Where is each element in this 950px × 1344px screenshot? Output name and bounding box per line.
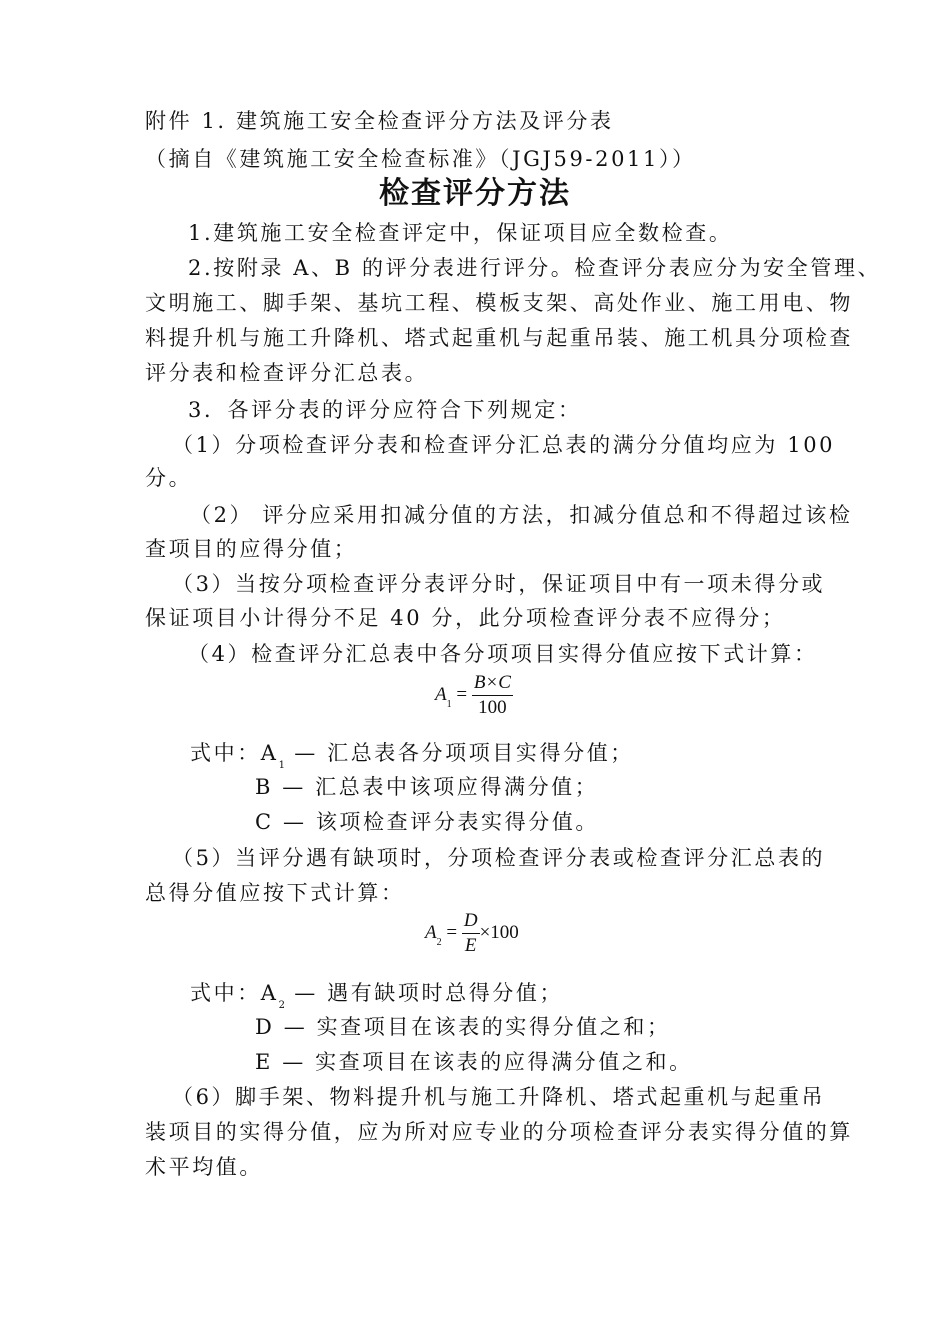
where-a2-text: — 遇有缺项时总得分值； (294, 981, 564, 1005)
paragraph-2-line-1: 2.按附录 A、B 的评分表进行评分。检查评分表应分为安全管理、 (188, 256, 882, 280)
where-c-line: C — 该项检查评分表实得分值。 (255, 810, 600, 834)
where-e-line: E — 实查项目在该表的应得满分值之和。 (255, 1050, 693, 1074)
rule-3-line-2: 保证项目小计得分不足 40 分，此分项检查评分表不应得分； (145, 606, 786, 630)
where-b-line: B — 汇总表中该项应得满分值； (255, 775, 599, 799)
formula-1 (435, 672, 513, 719)
attachment-line: 附件 1. 建筑施工安全检查评分方法及评分表 (145, 109, 614, 133)
paragraph-2-line-3: 料提升机与施工升降机、塔式起重机与起重吊装、施工机具分项检查 (145, 326, 853, 350)
formula-1-equals: = (456, 683, 468, 705)
where-a2-prefix: 式中：A (190, 981, 279, 1005)
rule-5-line-1: （5）当评分遇有缺项时，分项检查评分表或检查评分汇总表的 (172, 846, 826, 870)
formula-2-multiplier: ×100 (479, 921, 519, 943)
formula-1-fraction (472, 672, 513, 719)
formula-2-fraction (462, 910, 480, 957)
formula-1-lhs: A (435, 683, 447, 705)
paragraph-1: 1.建筑施工安全检查评定中，保证项目应全数检查。 (188, 221, 733, 245)
paragraph-2-line-4: 评分表和检查评分汇总表。 (145, 361, 429, 385)
paragraph-2-line-2: 文明施工、脚手架、基坑工程、模板支架、高处作业、施工用电、物 (145, 291, 853, 315)
where-a2-subscript: 2 (278, 1000, 285, 1011)
source-line: （摘自《建筑施工安全检查标准》（JGJ59-2011）） (145, 147, 696, 171)
formula-1-denominator: 100 (478, 697, 507, 718)
formula-1-subscript: 1 (446, 698, 452, 710)
formula-2-denominator: E (464, 935, 477, 956)
formula-2-lhs: A (425, 921, 437, 943)
rule-6-line-3: 术平均值。 (145, 1155, 263, 1179)
rule-5-line-2: 总得分值应按下式计算： (145, 881, 405, 905)
where-a1-prefix: 式中：A (190, 741, 279, 765)
page-title: 检查评分方法 (379, 176, 571, 211)
where-d-line: D — 实查项目在该表的实得分值之和； (255, 1015, 671, 1039)
rule-3-line-1: （3）当按分项检查评分表评分时，保证项目中有一项未得分或 (172, 572, 826, 596)
rule-4-line-1: （4）检查评分汇总表中各分项项目实得分值应按下式计算： (188, 642, 818, 666)
rule-2-line-2: 查项目的应得分值； (145, 537, 358, 561)
rule-6-line-1: （6）脚手架、物料提升机与施工升降机、塔式起重机与起重吊 (172, 1085, 826, 1109)
rule-6-line-2: 装项目的实得分值，应为所对应专业的分项检查评分表实得分值的算 (145, 1120, 853, 1144)
where-a1-label (190, 738, 634, 773)
formula-2-numerator: D (462, 910, 480, 934)
rule-2-line-1: （2） 评分应采用扣减分值的方法，扣减分值总和不得超过该检 (190, 503, 853, 527)
rule-1-line-2: 分。 (145, 466, 193, 490)
rule-1-line-1: （1）分项检查评分表和检查评分汇总表的满分分值均应为 100 (172, 433, 836, 457)
where-a2-label (190, 978, 563, 1013)
formula-1-numerator: B×C (472, 672, 513, 696)
formula-2 (425, 910, 519, 957)
where-a1-subscript: 1 (278, 760, 285, 771)
where-a1-text: — 汇总表各分项项目实得分值； (294, 741, 634, 765)
paragraph-3: 3．各评分表的评分应符合下列规定： (188, 398, 582, 422)
formula-2-subscript: 2 (436, 936, 442, 948)
formula-2-equals: = (446, 921, 458, 943)
